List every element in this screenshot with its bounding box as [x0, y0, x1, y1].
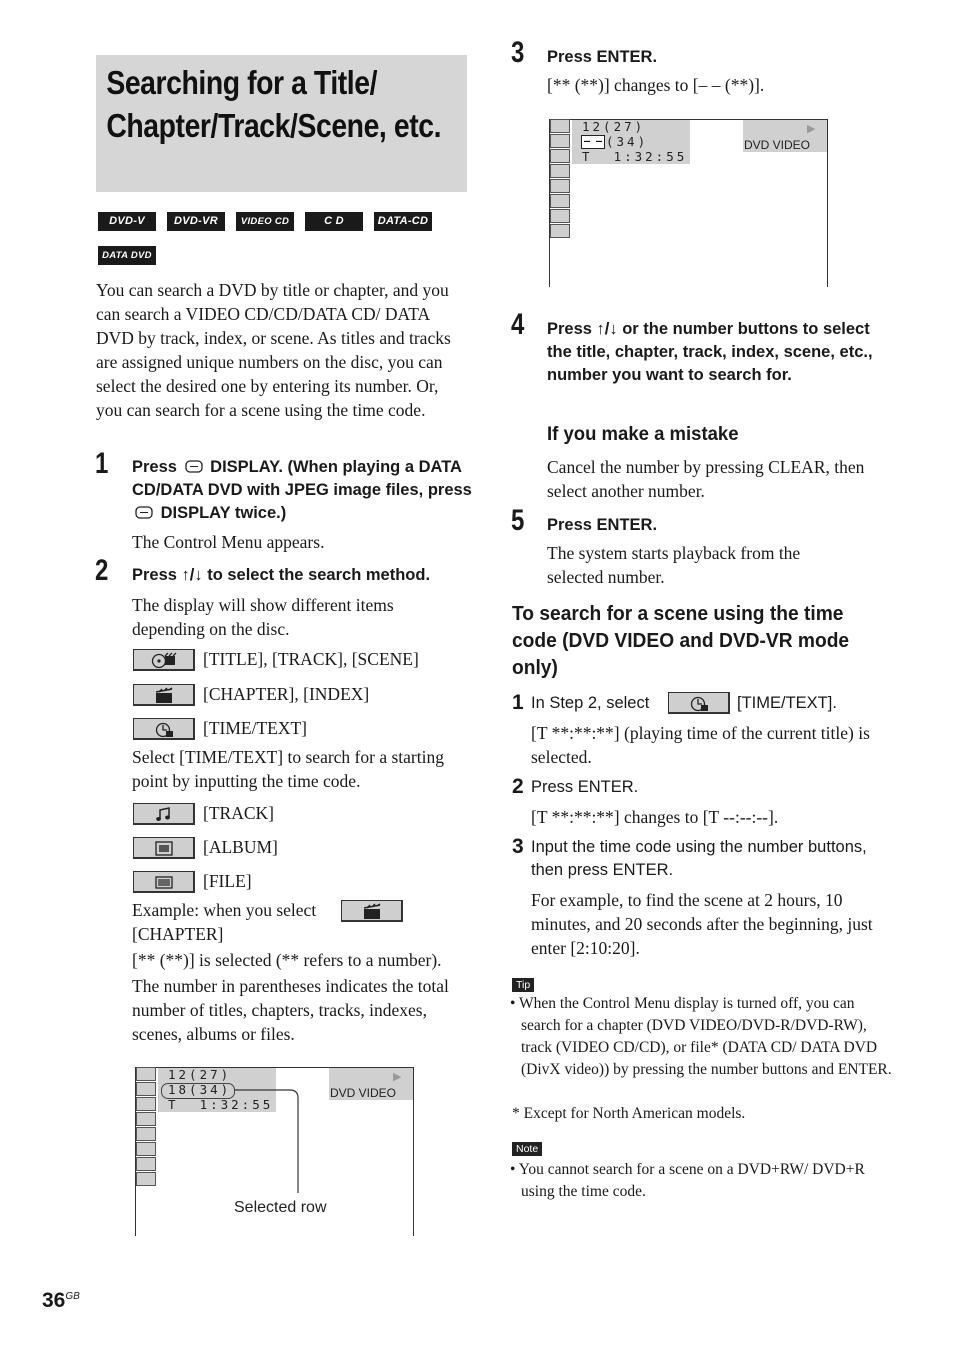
- chapter-index-icon: [133, 684, 195, 706]
- display-button-icon-2: [132, 504, 156, 522]
- step-4-number: 4: [511, 308, 525, 341]
- chapter-icon-example: [341, 900, 403, 922]
- page-number: [42, 1284, 80, 1314]
- osd2-row-3: T 1:32:55: [582, 149, 688, 164]
- callout-line: [226, 1083, 306, 1198]
- osd2-dash-input: – –: [581, 135, 605, 149]
- osd-row-1: 12(27): [168, 1067, 232, 1082]
- step-1-head-c: DISPLAY twice.): [160, 504, 287, 522]
- tip-bullet: • When the Control Menu display is turned off, you can search for a chapter (DVD VIDEO/DVD-R/DVD-RW), track (VIDEO CD/CD), or file* (DATA CD/ DATA DVD (DivX video)) by pressing the number buttons and ENTER.: [510, 995, 892, 1078]
- tc-step-2-heading: Press ENTER.: [531, 778, 639, 796]
- example-text-c: [** (**)] is selected (** refers to a number).: [132, 950, 442, 970]
- album-icon: [133, 837, 195, 859]
- osd2-row-2: (34): [606, 134, 649, 149]
- step-1-text: The Control Menu appears.: [132, 532, 325, 552]
- option-track: [TRACK]: [203, 803, 274, 823]
- callout-selected-row: Selected row: [234, 1199, 327, 1216]
- tc-step-1-a: In Step 2, select: [531, 694, 650, 712]
- display-button-icon: [182, 458, 206, 476]
- step-5-heading: Press ENTER.: [547, 516, 658, 534]
- step-2-number: 2: [95, 554, 109, 587]
- time-text-description: Select [TIME/TEXT] to search for a starting point by inputting the time code.: [132, 747, 444, 791]
- badge-dvd-vr: DVD-VR: [167, 212, 225, 231]
- step-3-number: 3: [511, 36, 525, 69]
- step-3-heading: Press ENTER.: [547, 48, 658, 66]
- time-text-icon-step: [668, 692, 730, 714]
- title-box: [96, 55, 467, 192]
- play-icon: ▶: [393, 1071, 402, 1083]
- tc-step-1-number: 1: [512, 691, 524, 714]
- osd-row-2: 18(34): [168, 1082, 232, 1097]
- page-number-value: 36: [42, 1289, 66, 1312]
- note-label: Note: [512, 1142, 542, 1156]
- time-text-icon: [133, 718, 195, 740]
- step-4-heading: Press ↑/↓ or the number buttons to select the title, chapter, track, index, scene, etc., number you want to search for.: [547, 320, 873, 384]
- timecode-heading: To search for a scene using the time code (DVD VIDEO and DVD-VR mode only): [512, 603, 850, 679]
- step-2-text: The display will show different items depending on the disc.: [132, 595, 394, 639]
- option-title-track-scene: [TITLE], [TRACK], [SCENE]: [203, 649, 419, 669]
- osd2-row-1: 12(27): [582, 119, 646, 134]
- badge-data-dvd: DATA DVD: [98, 246, 156, 265]
- tc-step-3-heading: Input the time code using the number buttons, then press ENTER.: [531, 838, 867, 879]
- step-1-head-a: Press: [132, 458, 177, 476]
- step-5-number: 5: [511, 504, 525, 537]
- badge-video-cd: VIDEO CD: [236, 212, 294, 231]
- option-file: [FILE]: [203, 871, 252, 891]
- page-title: Searching for a Title/ Chapter/Track/Scene, etc.: [106, 64, 442, 144]
- tip-label: Tip: [512, 978, 534, 992]
- tip-footnote: * Except for North American models.: [512, 1105, 746, 1122]
- step-1-number: 1: [95, 447, 109, 480]
- osd2-disc-label: DVD VIDEO: [744, 138, 811, 152]
- tc-step-3-text: For example, to find the scene at 2 hours, 10 minutes, and 20 seconds after the beginning, just enter [2:10:20].: [531, 890, 873, 958]
- title-track-scene-icon: [133, 649, 195, 671]
- option-time-text: [TIME/TEXT]: [203, 718, 307, 738]
- step-1-heading: [132, 456, 472, 525]
- tc-step-3-number: 3: [512, 835, 524, 858]
- play-icon-2: ▶: [807, 123, 816, 135]
- option-album: [ALBUM]: [203, 837, 278, 857]
- tc-step-2-text: [T **:**:**] changes to [T --:--:--].: [531, 807, 779, 827]
- mistake-text: Cancel the number by pressing CLEAR, then select another number.: [547, 457, 865, 501]
- tc-step-2-number: 2: [512, 775, 524, 798]
- file-icon: [133, 871, 195, 893]
- osd-screen-selected: [135, 1067, 414, 1236]
- osd-screen-dashes: [549, 119, 828, 287]
- osd-disc-label: DVD VIDEO: [330, 1086, 397, 1100]
- tc-step-1-b: [TIME/TEXT].: [737, 694, 837, 712]
- page-number-suffix: GB: [65, 1291, 80, 1302]
- badge-cd: C D: [305, 212, 363, 231]
- track-icon: [133, 803, 195, 825]
- example-text-b: [CHAPTER]: [132, 924, 224, 944]
- example-text-d: The number in parentheses indicates the total number of titles, chapters, tracks, indexes, scenes, albums or files.: [132, 976, 449, 1044]
- mistake-heading: If you make a mistake: [547, 423, 739, 445]
- step-3-text: [** (**)] changes to [– – (**)].: [547, 75, 765, 95]
- step-2-heading: Press ↑/↓ to select the search method.: [132, 566, 431, 584]
- step-1-head-b: DISPLAY. (When playing a DATA CD/DATA DVD with JPEG image files, press: [132, 458, 472, 499]
- note-bullet: • You cannot search for a scene on a DVD+RW/ DVD+R using the time code.: [510, 1161, 865, 1200]
- intro-paragraph: You can search a DVD by title or chapter, and you can search a VIDEO CD/CD/DATA CD/ DATA DVD by track, index, or scene. As titles and tracks are assigned unique numbers on the disc, you can select the desired one by entering its number. Or, you can search for a scene using the time code.: [96, 280, 451, 420]
- badge-dvd-v: DVD-V: [98, 212, 156, 231]
- tc-step-1-text: [T **:**:**] (playing time of the current title) is selected.: [531, 723, 870, 767]
- option-chapter-index: [CHAPTER], [INDEX]: [203, 684, 370, 704]
- example-text-a: Example: when you select: [132, 900, 317, 920]
- step-5-text: The system starts playback from the selected number.: [547, 543, 801, 587]
- badge-data-cd: DATA-CD: [374, 212, 432, 231]
- osd-row-3: T 1:32:55: [168, 1097, 274, 1112]
